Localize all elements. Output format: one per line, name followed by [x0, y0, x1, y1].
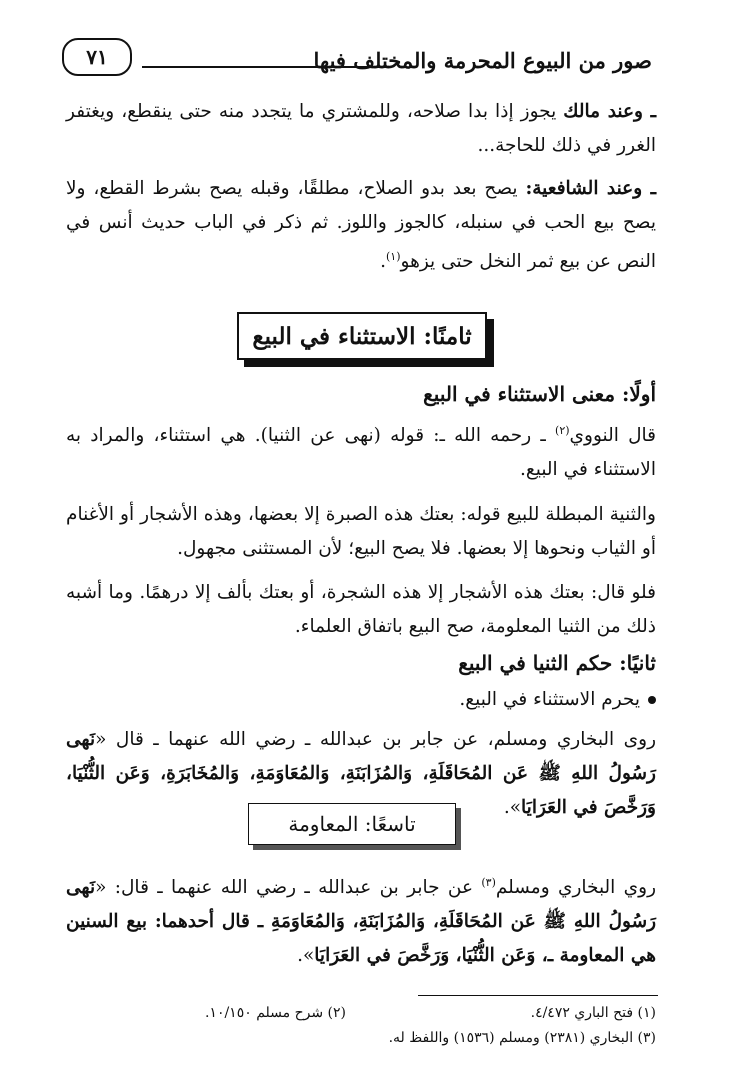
- hadith-2-text: نَهى رَسُولُ اللهِ ﷺ عَن المُحَاقَلَةِ، وَالمُزَابَنَةِ، وَالمُعَاوَمَةِ ـ قال أحدهما: بيع السنين هي المعاومة ـ، وَعَن الثُّنْيَا، وَرَخَّصَ في العَرَايَا: [66, 877, 656, 967]
- footnote-rule: [418, 995, 658, 996]
- footnote-ref-1: (١): [386, 250, 401, 263]
- ruling-bullet: [66, 683, 656, 717]
- maliki-text: يجوز إذا بدا صلاحه، وللمشتري ما يتجدد منه حتى ينقطع، ويغتفر الغرر في ذلك للحاجة...: [66, 101, 656, 156]
- nawawi-paragraph: [66, 414, 656, 487]
- hadith-2-intro-b: عن جابر بن عبدالله ـ رضي الله عنهما ـ قال: «: [95, 877, 482, 899]
- thunya-void-paragraph: والثنية المبطلة للبيع قوله: بعتك هذه الصبرة إلا بعضها، وهذه الأشجار أو الأغنام أو الثياب ونحوها إلا بعضها. فلا يصح البيع؛ لأن المستثنى مجهول.: [66, 504, 656, 559]
- footnote-2: (٢) شرح مسلم ١٠/١٥٠.: [204, 1005, 346, 1021]
- footnote-1: (١) فتح الباري ٤/٤٧٢.: [530, 1005, 656, 1021]
- section-8-title-box: [237, 312, 487, 360]
- footnote-3: (٣) البخاري (٢٣٨١) ومسلم (١٥٣٦) واللفظ له.: [388, 1030, 656, 1046]
- page-number-badge: [62, 38, 132, 76]
- section-9-title: تاسعًا: المعاومة: [288, 812, 416, 836]
- subheading-ruling: ثانيًا: حكم الثنيا في البيع: [458, 651, 656, 675]
- footnote-ref-2: (٢): [555, 424, 570, 437]
- section-9-title-box: [248, 803, 456, 845]
- hadith-paragraph-2: [66, 866, 656, 973]
- header-rule: [142, 66, 388, 68]
- bullet-icon: [648, 696, 656, 704]
- hadith-2-intro: روي البخاري ومسلم: [495, 877, 657, 899]
- maliki-lead: ـ وعند مالك: [563, 101, 657, 122]
- maliki-paragraph: [66, 95, 656, 163]
- hadith-1-text: نَهى رَسُولُ اللهِ ﷺ عَن المُحَاقَلَةِ، وَالمُزَابَنَةِ، وَالمُعَاوَمَةِ، وَالمُخَابَرَةِ، وَعَن الثُّنْيَا، وَرَخَّصَ في العَرَايَا: [66, 729, 656, 818]
- shafii-paragraph: [66, 172, 656, 279]
- section-8-title: ثامنًا: الاستثناء في البيع: [252, 322, 472, 350]
- page-number: ٧١: [86, 45, 108, 69]
- thunya-known-paragraph: فلو قال: بعتك هذه الأشجار إلا هذه الشجرة، أو بعتك بألف إلا درهمًا. وما أشبه ذلك من الثنيا المعلومة، صح البيع باتفاق العلماء.: [66, 582, 656, 637]
- nawawi-b: ـ رحمه الله ـ: قوله (نهى عن الثنيا). هي استثناء، والمراد به الاستثناء في البيع.: [66, 425, 656, 481]
- footnote-ref-3: (٣): [481, 876, 496, 889]
- shafii-lead: ـ وعند الشافعية:: [525, 178, 656, 199]
- shafii-end: .: [380, 251, 386, 273]
- shafii-text: يصح بعد بدو الصلاح، مطلقًا، وقبله يصح بشرط القطع، ولا يصح بيع الحب في سنبله، كالجوز واللوز. ثم ذكر في الباب حديث أنس في النص عن بيع ثمر النخل حتى يزهو: [66, 178, 656, 273]
- nawawi-a: قال النووي: [569, 425, 656, 447]
- subheading-meaning: أولًا: معنى الاستثناء في البيع: [423, 382, 656, 406]
- ruling-bullet-text: يحرم الاستثناء في البيع.: [459, 689, 640, 710]
- hadith-1-intro: روى البخاري ومسلم، عن جابر بن عبدالله ـ رضي الله عنهما ـ قال «: [95, 729, 656, 750]
- running-title: صور من البيوع المحرمة والمختلف فيها: [313, 48, 652, 73]
- hadith-1-close: ».: [503, 797, 522, 818]
- hadith-2-close: ».: [297, 945, 315, 967]
